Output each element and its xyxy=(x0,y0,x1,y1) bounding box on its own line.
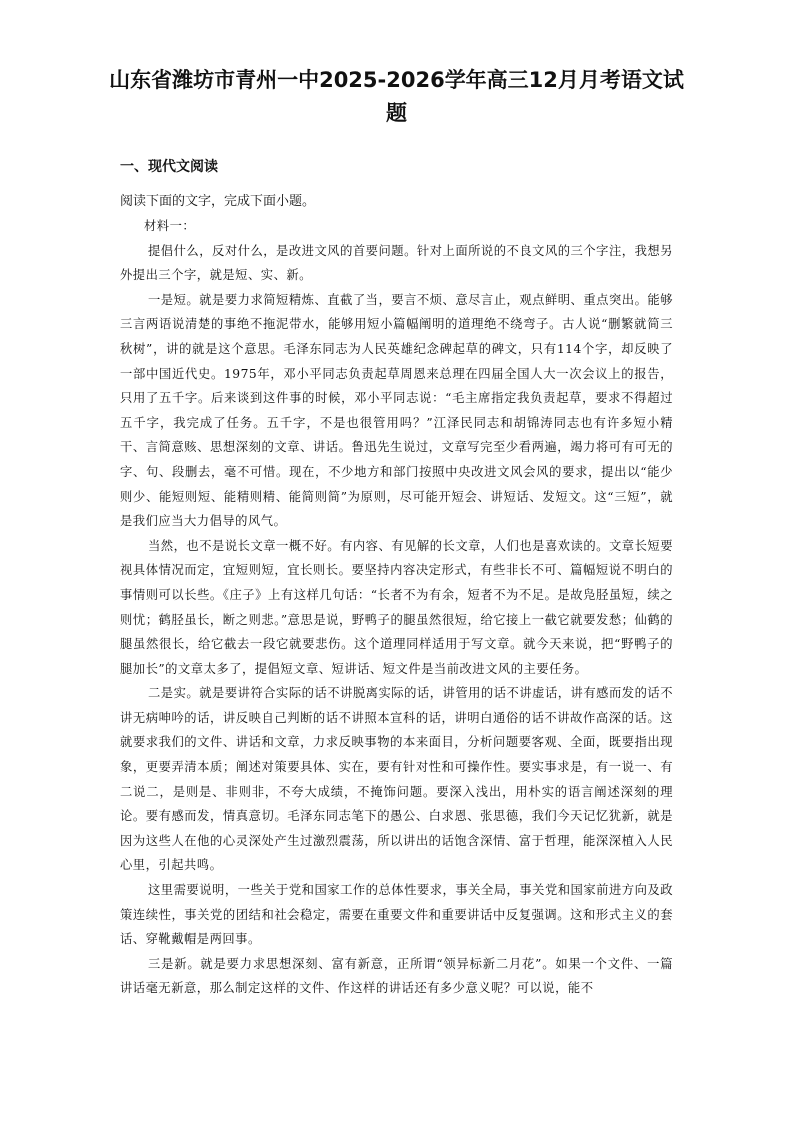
section-heading: 一、现代文阅读 xyxy=(120,159,218,175)
paragraph: 这里需要说明，一些关于党和国家工作的总体性要求，事关全局，事关党和国家前进方向及政策连续性，事关党的团结和社会稳定，需要在重要文件和重要讲话中反复强调。这和形式主义的套话、穿靴戴帽是两回事。 xyxy=(120,883,673,947)
passage-body xyxy=(120,214,673,1001)
paragraph: 一是短。就是要力求简短精炼、直截了当，要言不烦、意尽言止，观点鲜明、重点突出。能够三言两语说清楚的事绝不拖泥带水，能够用短小篇幅阐明的道理绝不绕弯子。古人说“删繁就简三秋树”，讲的就是这个意思。毛泽东同志为人民英雄纪念碑起草的碑文，只有114个字，却反映了一部中国近代史。1975年，邓小平同志负责起草周恩来总理在四届全国人大一次会议上的报告，只用了五千字。后来谈到这件事的时候，邓小平同志说：“毛主席指定我负责起草，要求不得超过五千字，我完成了任务。五千字，不是也很管用吗？”江泽民同志和胡锦涛同志也有许多短小精干、言简意赅、思想深刻的文章、讲话。鲁迅先生说过，文章写完至少看两遍，竭力将可有可无的字、句、段删去，毫不可惜。现在，不少地方和部门按照中央改进文风会风的要求，提出以“能少则少、能短则短、能精则精、能简则简”为原则，尽可能开短会、讲短话、发短文。这“三短”，就是我们应当大力倡导的风气。 xyxy=(120,292,673,529)
reading-instruction: 阅读下面的文字，完成下面小题。 xyxy=(120,194,316,209)
paragraph: 二是实。就是要讲符合实际的话不讲脱离实际的话，讲管用的话不讲虚话，讲有感而发的话不讲无病呻吟的话，讲反映自己判断的话不讲照本宣科的话，讲明白通俗的话不讲故作高深的话。这就要求我们的文件、讲话和文章，力求反映事物的本来面目，分析问题要客观、全面，既要指出现象，更要弄清本质；阐述对策要具体、实在，要有针对性和可操作性。要实事求是，有一说一、有二说二，是则是、非则非，不夸大成绩，不掩饰问题。要深入浅出，用朴实的语言阐述深刻的理论。要有感而发，情真意切。毛泽东同志笔下的愚公、白求恩、张思德，我们今天记忆犹新，就是因为这些人在他的心灵深处产生过激烈震荡，所以讲出的话饱含深情、富于哲理，能深深植入人民心里，引起共鸣。 xyxy=(120,686,673,873)
paragraph: 当然，也不是说长文章一概不好。有内容、有见解的长文章，人们也是喜欢读的。文章长短要视具体情况而定，宜短则短，宜长则长。要坚持内容决定形式，有些非长不可、篇幅短说不明白的事情则可以长些。《庄子》上有这样几句话：“长者不为有余，短者不为不足。是故凫胫虽短，续之则忧；鹤胫虽长，断之则悲。”意思是说，野鸭子的腿虽然很短，给它接上一截它就要发愁；仙鹤的腿虽然很长，给它截去一段它就要悲伤。这个道理同样适用于写文章。就今天来说，把“野鸭子的腿加长”的文章太多了，提倡短文章、短讲话、短文件是当前改进文风的主要任务。 xyxy=(120,538,673,676)
document-title: 山东省潍坊市青州一中2025-2026学年高三12月月考语文试题 xyxy=(109,68,684,125)
paragraph: 三是新。就是要力求思想深刻、富有新意，正所谓“领异标新二月花”。如果一个文件、一篇讲话毫无新意，那么制定这样的文件、作这样的讲话还有多少意义呢？可以说，能不 xyxy=(120,956,673,996)
material-label: 材料一： xyxy=(144,219,196,233)
paragraph: 提倡什么，反对什么，是改进文风的首要问题。针对上面所说的不良文风的三个字注，我想另外提出三个字，就是短、实、新。 xyxy=(120,243,673,283)
